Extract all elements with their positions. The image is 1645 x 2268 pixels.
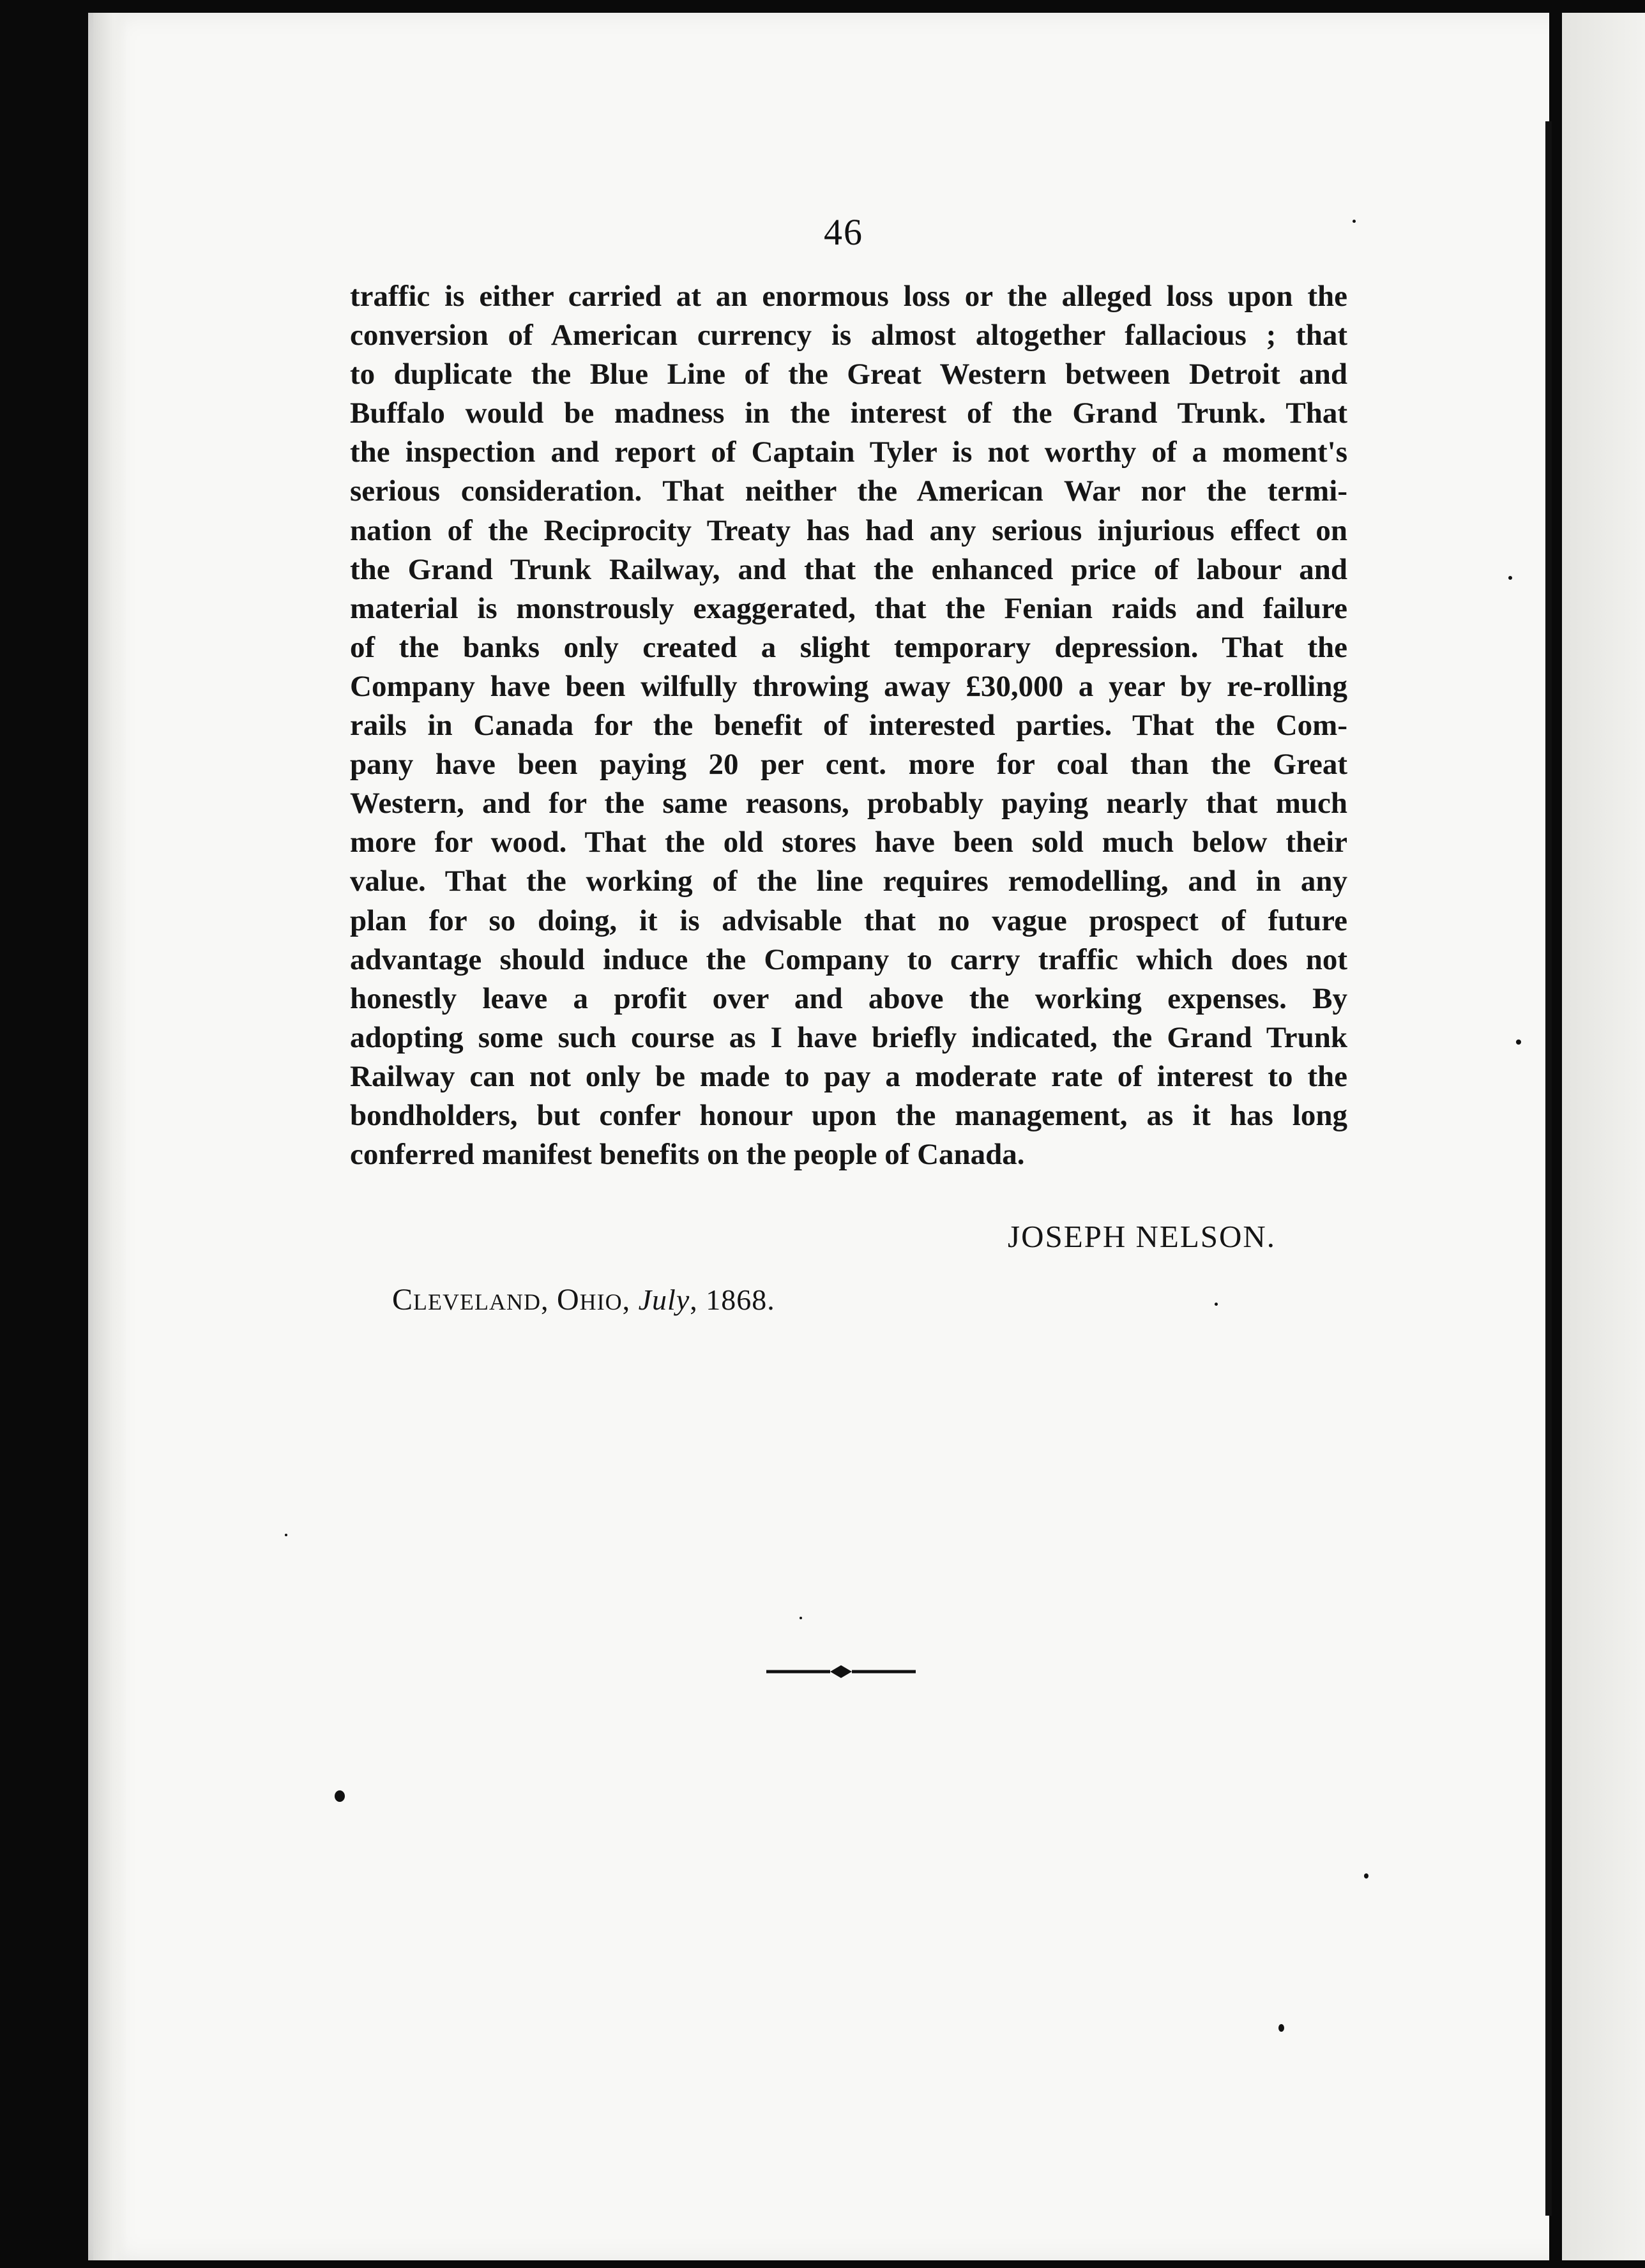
text-line: Company have been wilfully throwing away £30,000 a year by re-rolling <box>350 669 1347 703</box>
ink-speck <box>1364 1873 1368 1879</box>
author-signature: JOSEPH NELSON. <box>1008 1219 1277 1254</box>
ornament-diamond <box>830 1665 852 1678</box>
text-line: value. That the working of the line requires remodelling, and in any <box>350 865 1347 898</box>
text-line: conversion of American currency is almost altogether fallacious ; that <box>350 319 1347 352</box>
ink-speck <box>1353 220 1356 223</box>
text-line: more for wood. That the old stores have been sold much below their <box>350 826 1347 859</box>
ink-speck <box>1508 576 1512 580</box>
text-line: pany have been paying 20 per cent. more for coal than the Great <box>350 748 1347 782</box>
text-line: the Grand Trunk Railway, and that the enhanced price of labour and <box>350 552 1347 586</box>
ink-speck <box>335 1790 345 1802</box>
text-line: of the banks only created a slight temporary depression. That the <box>350 630 1347 664</box>
text-line: serious consideration. That neither the American War nor the termi- <box>350 474 1347 508</box>
text-line: honestly leave a profit over and above the working expenses. By <box>350 981 1347 1015</box>
dateline-state-initial: O <box>556 1283 580 1317</box>
binding-gutter <box>93 13 128 2260</box>
dateline-state-rest: HIO <box>579 1289 623 1315</box>
ink-speck <box>1516 1040 1521 1045</box>
dateline-city-rest: LEVELAND <box>413 1289 541 1315</box>
body-paragraph <box>350 277 1347 1174</box>
text-line: to duplicate the Blue Line of the Great Western between Detroit and <box>350 358 1347 391</box>
text-line: plan for so doing, it is advisable that no vague prospect of future <box>350 903 1347 937</box>
text-line: conferred manifest benefits on the people of Canada. <box>350 1138 1025 1172</box>
text-line: the inspection and report of Captain Tyler is not worthy of a moment's <box>350 435 1347 469</box>
dateline-separator: , <box>622 1283 639 1316</box>
text-line: adopting some such course as I have briefly indicated, the Grand Trunk <box>350 1020 1347 1054</box>
dateline <box>392 1282 775 1317</box>
dateline-month: July <box>638 1283 690 1316</box>
ink-speck <box>285 1534 287 1536</box>
text-line: nation of the Reciprocity Treaty has had any serious injurious effect on <box>350 513 1347 547</box>
dateline-separator: , <box>540 1283 557 1316</box>
text-line: advantage should induce the Company to carry traffic which does not <box>350 942 1347 976</box>
adjacent-page-edge <box>1562 13 1645 2260</box>
text-line: bondholders, but confer honour upon the management, as it has long <box>350 1098 1347 1132</box>
text-line: Western, and for the same reasons, probably paying nearly that much <box>350 787 1347 820</box>
text-line: rails in Canada for the benefit of interested parties. That the Com- <box>350 709 1347 743</box>
page-edge-rule <box>1545 121 1552 2216</box>
text-line: Railway can not only be made to pay a moderate rate of interest to the <box>350 1059 1347 1093</box>
text-line: Buffalo would be madness in the interest of the Grand Trunk. That <box>350 397 1347 430</box>
text-line: material is monstrously exaggerated, that the Fenian raids and failure <box>350 591 1347 625</box>
ink-speck <box>1278 2024 1284 2032</box>
dateline-city-initial: C <box>392 1283 414 1317</box>
end-ornament-rule <box>766 1659 916 1684</box>
text-line: traffic is either carried at an enormous loss or the alleged loss upon the <box>350 280 1347 313</box>
ink-speck <box>1215 1303 1218 1306</box>
ink-speck <box>800 1617 802 1619</box>
dateline-year: , 1868. <box>690 1283 775 1316</box>
page-number: 46 <box>824 211 863 253</box>
